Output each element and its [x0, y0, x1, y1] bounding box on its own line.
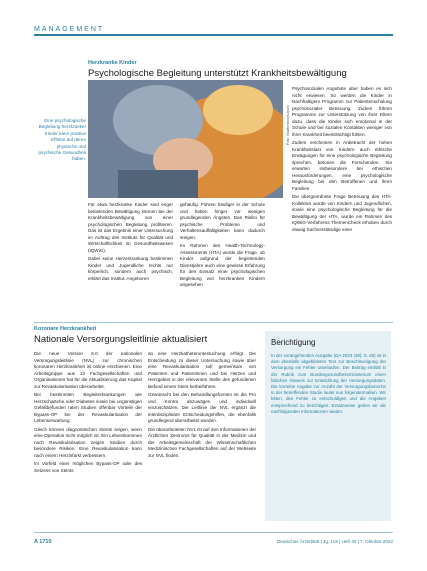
photo-caption: Eine psychologische Begleitung herzkranker Kinder kann positive Effekte auf deren physische und psychische Gesundheit haben. — [38, 118, 86, 162]
journal-citation: Deutsches Ärzteblatt | Jg. 119 | Heft 40 | 7. Oktober 2022 — [276, 539, 393, 544]
paragraph: Gleich können diagnostischen Stents zeigen, wenn eine Operation nicht möglich ist. Ein Lebenskommen nach Revaskularisation zeigen Studien durch besondere Risiken. Eine Revaskularisation kann nach einem Herzinfarkt verbessern. — [34, 426, 142, 458]
paragraph: Bei bestimmten Begleiterkrankungen wie Herzschwäche oder Diabetes sowie bei ungünstigen Gefäßbefunden raten Studien offenbar Vorteile der Bypass-OP bei der Revaskularisation der Lebenserwartung. — [34, 392, 142, 423]
photo-credit: Foto: Shutterstock/Lopolo — [286, 105, 290, 145]
article1-photo — [88, 80, 283, 198]
article1-kicker: Herzkranke Kinder — [88, 60, 137, 66]
article2-headline: Nationale Versorgungsleitlinie aktualisiert — [34, 334, 208, 345]
paragraph: Dabei seine Herzerkrankung bestimmen Kinder und Jugendliche rechts nur körperlich, sondern auch psychisch, erklärt das Institut. Angeboren — [88, 256, 173, 281]
paragraph: Zudem erscheinen in Anbetracht der hohen Krankheitslast von Kindern auch ethische Erwägungen für eine psychologische Begleitung sprechen, betonen die Forschenden. Sie erwarten insbesondere bei ethischen Herausforderungen, eine psychologische Begleitung bei den Betroffenen und ihren Familien. — [292, 140, 392, 191]
page-number: A 1710 — [34, 539, 52, 545]
section-rule — [34, 34, 393, 36]
article-divider — [34, 322, 393, 323]
paragraph: Gewünscht bei den Behandlungsformen ist die Pro und Kontra abzuwägen und individuell einzuschätzen. Die Leitlinie der NVL ergänzt die interdisziplinäre Entscheidungshilfen, die ebenfalls grundlegend überarbeitet wurden. — [148, 392, 256, 423]
article1-column-3 — [292, 86, 392, 235]
correction-text: In der vorangehenden Ausgabe (DA 2023 (38): S. 60) ist in dem ebenfalls abgebildeten Text zur Beschleunigung der Versorgung ein Fehler unterlaufen. Der Beitrag enthält in der Rubrik zum Bundesgesundheitsministerium einen falschen Hinweis zur Entwicklung der Versorgungsdaten. Die korrekte Angabe zur Anzahl der Versorgungsbereiche in der betreffenden Studie lautet nun folgendermaßen. Wir bitten, den Fehler zu entschuldigen und die Angaben entsprechend zu berichtigen. Ersatzweise geben wir die nachfolgenden Informationen wieder. — [271, 353, 386, 414]
article1-column-1 — [88, 202, 173, 284]
article2-column-1 — [34, 351, 142, 476]
paragraph: gehäufig. Führen häufiger in der Schule und haben hinger vor wenigen grundlegenden Ängsten. Das Risiko für psychische Probleme und Verhaltensauffälligkeiten kann dadurch steigen. — [180, 202, 265, 240]
paragraph: Die überarbeiteten NVL ist auf den Informationen der Ärztlichen Zentrums für Qualität in der Medizin und der Arbeitsgemeinschaft der Wissenschaftlichen Medizinischen Fachgesellschaften auf der Webseite zur NVL finden. — [148, 426, 256, 458]
paragraph: Psychosozialen Angebote aber haben es sich nicht erwiesen. So werden die Kinder in Nachhaltigem Programm zur Patientenschulung psychosozialer Betreuung. Zudem führen Programme zur Unterstützung von ihrer Eltern dazu, dass die Kinder sich emotional in der Schule und bei sozialen Kontakten weniger von ihrer Krankheit beeinträchtigt fühlen. — [292, 86, 392, 137]
article2-kicker: Koronare Herzkrankheit — [34, 326, 97, 332]
article2-column-2 — [148, 351, 256, 461]
paragraph: Im Vorfeld einer möglichen Bypass-OP oder des Setzens von Stents — [34, 461, 142, 473]
section-label: MANAGEMENT — [34, 26, 105, 33]
paragraph: Die neue Version 6.0 der nationalen Versorgungsleitlinie (NVL) zur chronischen koronaren Herzkrankheit ist online erschienen. Eine Arbeitsgruppe aus 13 Fachgesellschaften und Organisationen hat für die Aktualisierung das Kapitel zur Revaskularisation überarbeitet. — [34, 351, 142, 389]
paragraph: an eine Herzkatheteruntersuchung erfolgt. Die Entscheidung zu dieser Untersuchung sowie über eine Revaskularisation soll gemeinsam von Patienten und Patientinnen und bei Herzen und Herzgebiet in der relevanten Stelle des gefundenen Befund einem Stent herbeiführen. — [148, 351, 256, 389]
footer-rule — [34, 532, 393, 533]
article1-column-2 — [180, 202, 265, 291]
paragraph: Im Rahmen des Health-Technology-Assessments (HTA) wurde die Frage, ob Kinder aufgrund der begleitenden Dienstjahre auch eine gewisse Erfahrung für den Einsatz einer psychologischen Begleitung von herzkranken Kindern angesehen — [180, 243, 265, 287]
article1-headline: Psychologische Begleitung unterstützt Krankheitsbewältigung — [88, 68, 347, 79]
correction-title: Berichtigung — [271, 338, 316, 347]
paragraph: Die übergeordnete Frage Betreuung des HTA-Kollektivs wurde von Kindern und Jugendlichen, sowie eine psychologische Begleitung für die Bewältigung der HTA, wurde ein Rahmen des IQWiG-Verfahrens ThemenCheck erhoben durch etwaig Sachverständige einer — [292, 194, 392, 232]
child-with-parent-illustration — [88, 80, 283, 198]
paragraph: Für etwa herzkranke Kinder sind enger belastenden Bewältigung können bei der Krankheitsbewältigung von einer psychologischen Begleitung profitieren. Das ist das Ergebnis einer Untersuchung im Auftrag des Instituts für Qualität und Wirtschaftlichkeit im Gesundheitswesen (IQWiG). — [88, 202, 173, 253]
